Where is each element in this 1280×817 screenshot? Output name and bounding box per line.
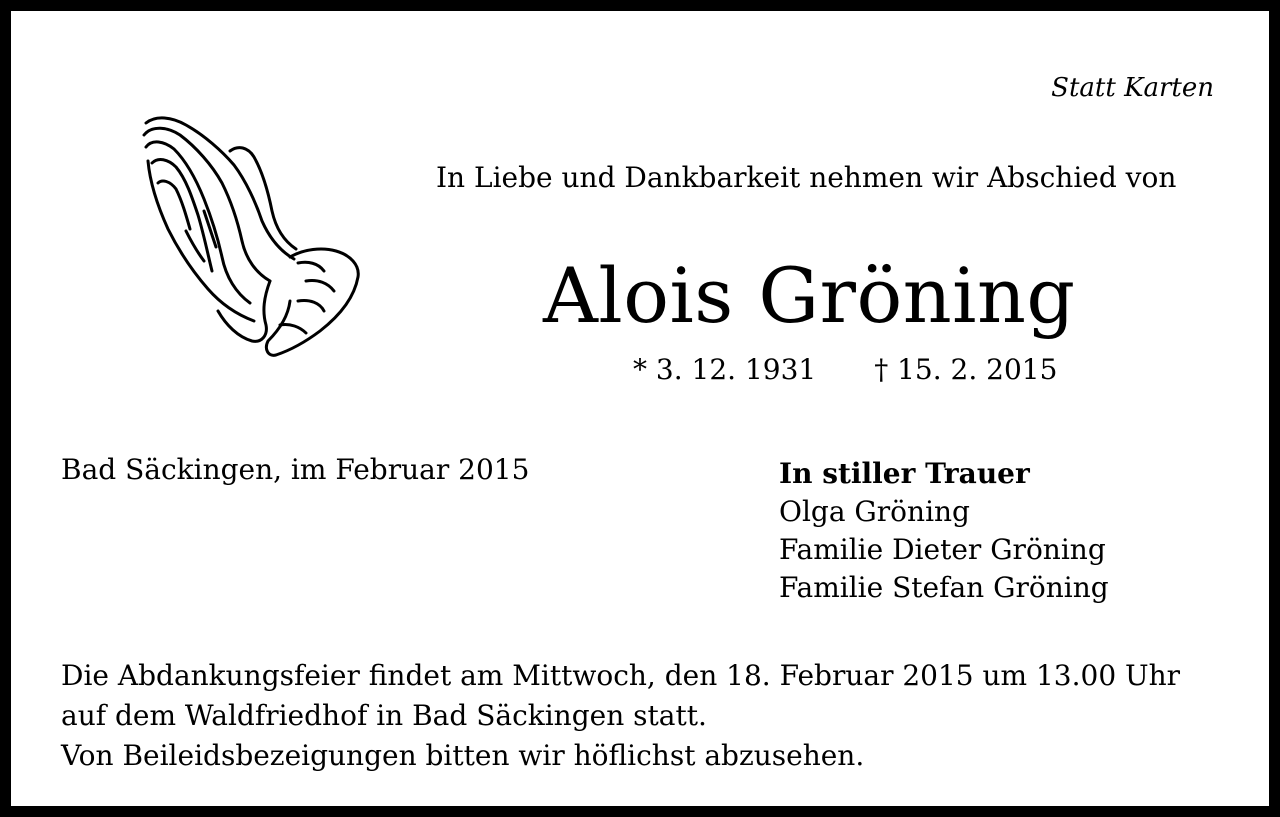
birth-date: * 3. 12. 1931 (633, 353, 817, 386)
mourner-name: Familie Stefan Gröning (779, 571, 1109, 604)
funeral-notice (61, 656, 1180, 776)
mourners-block (779, 455, 1109, 607)
death-date: † 15. 2. 2015 (874, 353, 1058, 386)
place-and-date: Bad Säckingen, im Februar 2015 (61, 453, 530, 486)
notice-line: auf dem Waldfriedhof in Bad Säckingen statt. (61, 699, 707, 732)
praying-hands-icon (138, 111, 364, 363)
obituary-card (11, 11, 1269, 806)
notice-line: Von Beileidsbezeigungen bitten wir höflichst abzusehen. (61, 739, 865, 772)
notice-line: Die Abdankungsfeier findet am Mittwoch, den 18. Februar 2015 um 13.00 Uhr (61, 659, 1181, 692)
deceased-name: Alois Gröning (543, 251, 1076, 340)
life-dates (633, 353, 1057, 386)
intro-line: In Liebe und Dankbarkeit nehmen wir Abschied von (436, 161, 1177, 194)
mourner-name: Familie Dieter Gröning (779, 533, 1106, 566)
statt-karten-label: Statt Karten (1051, 73, 1214, 103)
mourners-heading: In stiller Trauer (779, 457, 1030, 490)
mourner-name: Olga Gröning (779, 495, 970, 528)
